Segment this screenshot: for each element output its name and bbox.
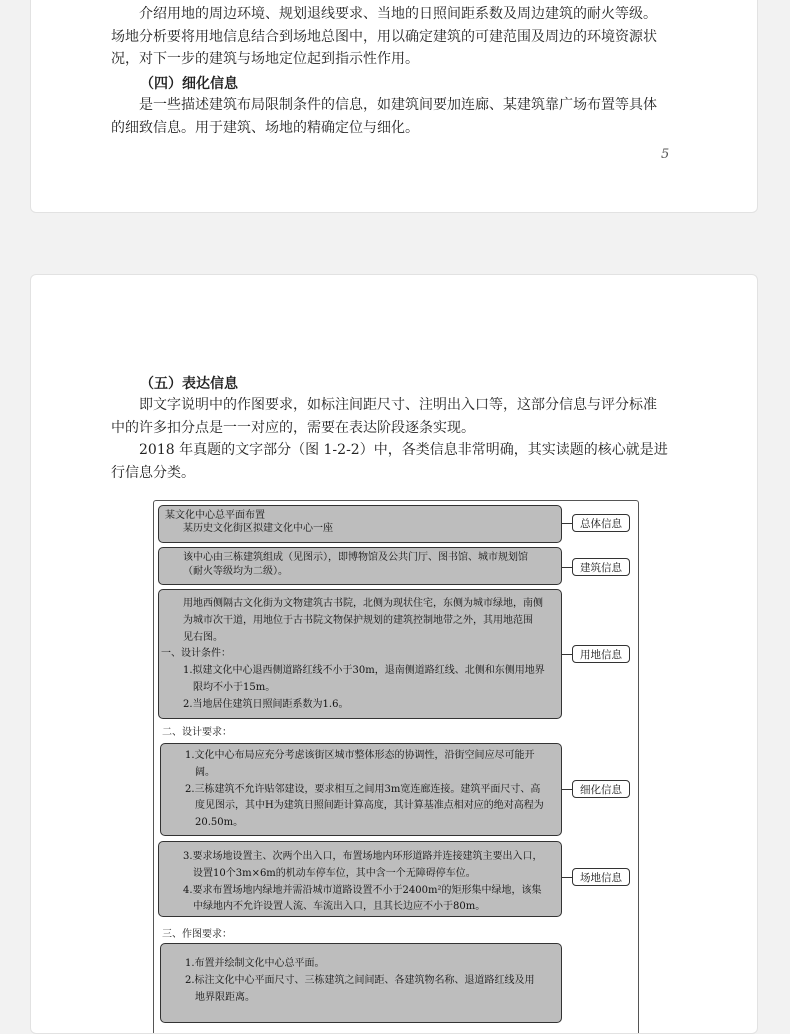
page-card-2 bbox=[30, 274, 758, 1034]
page-card-1 bbox=[30, 0, 758, 213]
box-field-info: 3.要求场地设置主、次两个出入口，布置场地内环形道路并连接建筑主要出入口， 设置10个3m×6m的机动车停车位，其中含一个无障碍停车位。 4.要求布置场地内绿地并需沿城市道路设置不小于2400m²的矩形集中绿地，该集 中绿地内不允许设置人流、车流出入口，且其长边应不小于80m。 bbox=[158, 841, 562, 917]
page2-paragraph-2: 2018 年真题的文字部分（图 1-2-2）中，各类信息非常明确，其实读题的核心就是进 行信息分类。 bbox=[111, 442, 668, 481]
section-drawing-requirements: 三、作图要求： bbox=[162, 929, 232, 940]
page2-paragraph-1: 即文字说明中的作图要求，如标注间距尺寸、注明出入口等，这部分信息与评分标准 中的许多扣分点是一一对应的，需要在表达阶段逐条实现。 bbox=[111, 397, 657, 436]
box-site-info: 用地西侧隔古文化街为文物建筑古书院，北侧为现状住宅，东侧为城市绿地，南侧 为城市次干道，用地位于古书院文物保护规划的建筑控制地带之外，其用地范围 见右图。 一、设计条件： 1.拟建文化中心退西侧道路红线不小于30m，退南侧道路红线、北侧和东侧用地界 限均不小于15m。 2.当地居住建筑日照间距系数为1.6。 bbox=[158, 589, 562, 719]
connector-field bbox=[562, 877, 572, 878]
tag-field-info: 场地信息 bbox=[572, 868, 630, 886]
box-building-info: 该中心由三栋建筑组成（见图示），即博物馆及公共门厅、图书馆、城市规划馆 （耐火等级均为二级）。 bbox=[158, 547, 562, 585]
page1-paragraph-2: 是一些描述建筑布局限制条件的信息，如建筑间要加连廊、某建筑靠广场布置等具体 的细致信息。用于建筑、场地的精确定位与细化。 bbox=[111, 97, 657, 136]
page-number: 5 bbox=[661, 147, 670, 162]
tag-site-info: 用地信息 bbox=[572, 645, 630, 663]
tag-building-info: 建筑信息 bbox=[572, 558, 630, 576]
heading-expression-info: （五）表达信息 bbox=[140, 376, 238, 392]
page1-paragraph-1: 介绍用地的周边环境、规划退线要求、当地的日照间距系数及周边建筑的耐火等级。 场地分析要将用地信息结合到场地总图中，用以确定建筑的可建范围及周边的环境资源状 况，对下一步的建筑与场地定位起到指示性作用。 bbox=[111, 6, 657, 67]
box-detail-info: 1.文化中心布局应充分考虑该街区城市整体形态的协调性，沿街空间应尽可能开 阔。 2.三栋建筑不允许贴邻建设，要求相互之间用3m宽连廊连接。建筑平面尺寸、高 度见图示，其中H为建筑日照间距计算高度，其计算基准点相对应的绝对高程为 20.50m。 bbox=[160, 743, 562, 836]
connector-site bbox=[562, 654, 572, 655]
connector-building bbox=[562, 567, 572, 568]
tag-detail-info: 细化信息 bbox=[572, 780, 630, 798]
tag-general-info: 总体信息 bbox=[572, 514, 630, 532]
connector-general bbox=[562, 523, 572, 524]
heading-detail-info: （四）细化信息 bbox=[140, 76, 238, 92]
box-general-info: 某文化中心总平面布置 某历史文化街区拟建文化中心一座 bbox=[158, 505, 562, 543]
connector-detail bbox=[562, 789, 572, 790]
box-drawing-requirements: 1.布置并绘制文化中心总平面。 2.标注文化中心平面尺寸、三栋建筑之间间距、各建筑物名称、退道路红线及用 地界限距离。 bbox=[160, 943, 562, 1023]
exam-figure bbox=[153, 500, 639, 1034]
section-design-requirements: 二、设计要求： bbox=[162, 727, 232, 738]
